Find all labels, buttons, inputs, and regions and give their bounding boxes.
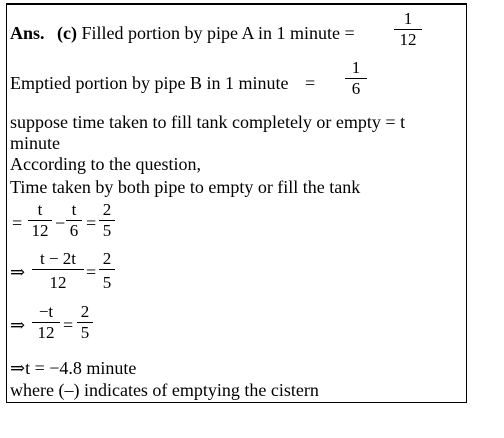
fraction-2-5 <box>77 302 93 343</box>
answer-option: (c) <box>57 23 77 43</box>
fraction-denominator: 5 <box>102 273 112 292</box>
fraction-1-12 <box>394 9 422 50</box>
fraction-denominator: 12 <box>37 323 55 342</box>
line-1-text: Filled portion by pipe A in 1 minute <box>81 23 340 43</box>
fraction-t-6 <box>66 200 82 241</box>
fraction-bar <box>99 269 115 270</box>
fraction-numerator: t − 2t <box>39 249 77 268</box>
line-5: Time taken by both pipe to empty or fill the tank <box>10 177 361 197</box>
line-2 <box>10 72 315 94</box>
implies-arrow: ⇒ <box>10 315 26 335</box>
line-3a: suppose time taken to fill tank completely or empty = t <box>10 112 406 132</box>
line-1 <box>10 22 355 44</box>
fraction-1-6 <box>345 58 367 99</box>
fraction-denominator: 5 <box>80 323 90 342</box>
fraction-denominator: 6 <box>69 221 79 240</box>
implies-arrow: ⇒ <box>10 358 26 378</box>
fraction-numerator: 2 <box>80 302 90 321</box>
result-text: t = −4.8 minute <box>25 358 137 378</box>
answer-label: Ans. <box>10 23 45 43</box>
fraction-denominator: 12 <box>399 30 417 49</box>
fraction-numerator: 2 <box>102 200 112 219</box>
line-4: According to the question, <box>10 154 201 174</box>
equals-sign: = <box>86 262 97 282</box>
fraction-2-5 <box>99 200 115 241</box>
fraction-numerator: t <box>37 200 43 219</box>
last-line: where (–) indicates of emptying the cistern <box>10 380 319 400</box>
fraction-denominator: 12 <box>49 273 67 292</box>
fraction-t-minus-2t-12 <box>32 249 84 293</box>
fraction-numerator: 2 <box>102 249 112 268</box>
fraction-numerator: t <box>71 200 77 219</box>
fraction-numerator: −t <box>38 302 54 321</box>
equals-sign: = <box>304 73 316 93</box>
fraction-denominator: 12 <box>31 221 49 240</box>
implies-arrow: ⇒ <box>10 262 26 282</box>
fraction-2-5 <box>99 249 115 293</box>
fraction-neg-t-12 <box>32 302 60 343</box>
minus-sign: − <box>55 213 66 233</box>
fraction-denominator: 6 <box>351 79 361 98</box>
fraction-t-12 <box>28 200 52 241</box>
equals-sign: = <box>63 315 74 335</box>
equals-sign: = <box>86 213 97 233</box>
fraction-numerator: 1 <box>403 9 413 28</box>
fraction-numerator: 1 <box>351 58 361 77</box>
equals-sign: = <box>344 23 355 43</box>
fraction-bar <box>32 269 84 270</box>
line-3b: minute <box>10 133 60 153</box>
fraction-denominator: 5 <box>102 221 112 240</box>
final-result <box>10 357 136 379</box>
equals-sign: = <box>12 213 23 233</box>
line-2-text: Emptied portion by pipe B in 1 minute <box>10 73 289 93</box>
